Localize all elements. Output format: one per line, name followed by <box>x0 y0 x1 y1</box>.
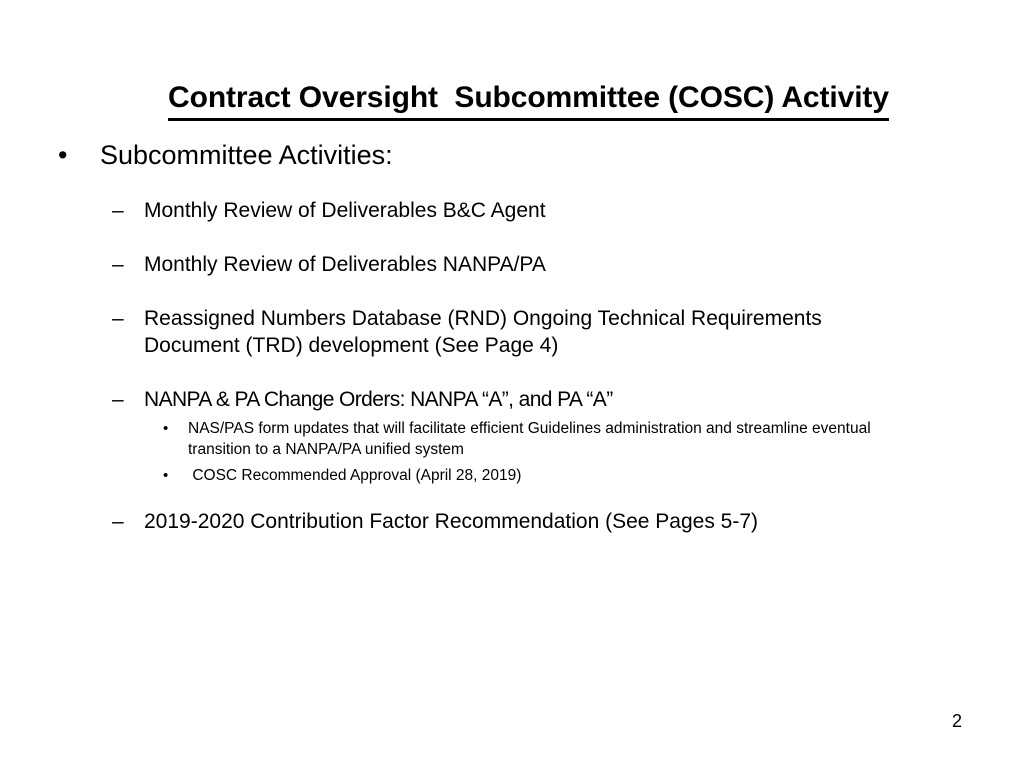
bullet-text: Reassigned Numbers Database (RND) Ongoing Technical Requirements Document (TRD) development (See Page 4) <box>144 307 828 357</box>
bullet-dot-icon: • <box>58 140 68 170</box>
page-title-text: Contract Oversight Subcommittee (COSC) Activity <box>168 81 889 121</box>
bullet-cosc-recommended-approval <box>0 466 1024 487</box>
bullet-monthly-review-nanpa-pa <box>0 252 1024 278</box>
bullet-dash-icon: – <box>112 307 124 331</box>
bullet-text: Monthly Review of Deliverables NANPA/PA <box>144 253 546 277</box>
bullet-nanpa-pa-change-orders <box>0 387 1024 413</box>
bullet-text: NANPA & PA Change Orders: NANPA “A”, and PA “A” <box>144 387 613 411</box>
bullet-subcommittee-activities <box>0 140 1024 172</box>
bullet-dash-icon: – <box>112 253 124 277</box>
bullet-text: Subcommittee Activities: <box>100 140 393 170</box>
bullet-contribution-factor-recommendation <box>0 509 1024 535</box>
sub-bullet-group <box>0 419 1024 487</box>
page-number: 2 <box>951 711 962 731</box>
slide-body <box>0 140 1024 535</box>
bullet-rnd-trd-development <box>0 306 1024 359</box>
bullet-text: 2019-2020 Contribution Factor Recommendation (See Pages 5-7) <box>144 509 759 533</box>
bullet-dash-icon: – <box>112 509 124 533</box>
bullet-dot-icon: • <box>163 420 169 438</box>
bullet-text: NAS/PAS form updates that will facilitate efficient Guidelines administration and streamline eventual transition to a NANPA/PA unified system <box>188 420 875 458</box>
bullet-dash-icon: – <box>112 387 124 411</box>
bullet-nas-pas-form-updates <box>0 419 1024 460</box>
bullet-text: COSC Recommended Approval (April 28, 2019) <box>188 467 522 485</box>
bullet-dash-icon: – <box>112 198 124 222</box>
bullet-monthly-review-bc-agent <box>0 198 1024 224</box>
page-title <box>0 48 1024 154</box>
bullet-text: Monthly Review of Deliverables B&C Agent <box>144 198 546 222</box>
bullet-dot-icon: • <box>163 467 169 485</box>
